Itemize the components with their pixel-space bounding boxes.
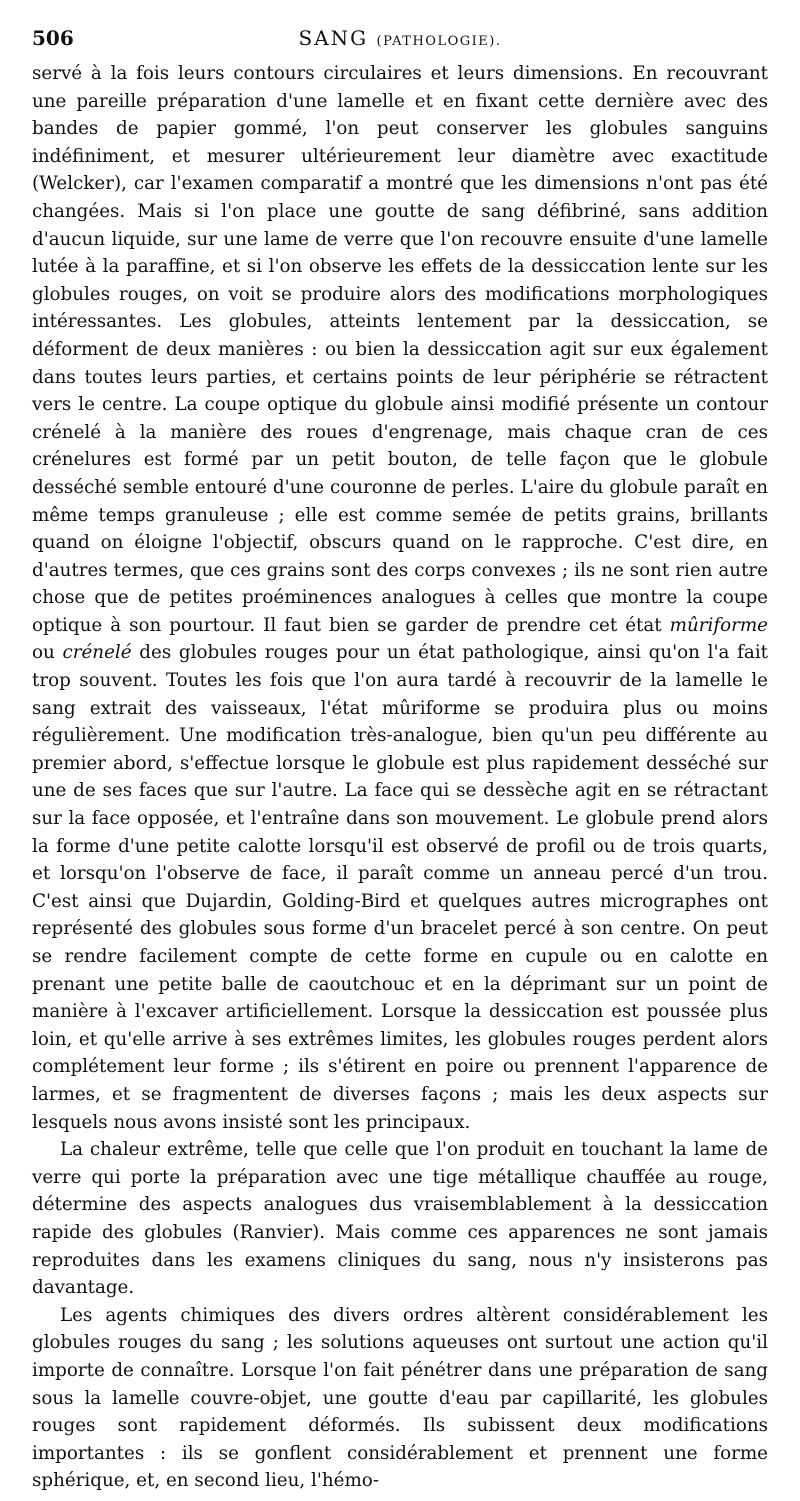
text-run: La chaleur extrême, telle que celle que l'on produit en touchant la lame de verre qui porte la préparation avec une tige métallique chauffée au rouge, détermine des aspects analogues dus vraisemblablement à la dessiccation rapide des globules (Ranvier). Mais comme ces apparences ne sont jamais reproduites dans les examens cliniques du sang, nous n'y insisterons pas davantage. xyxy=(32,1139,768,1299)
italic-term: mûriforme xyxy=(669,614,768,636)
running-head xyxy=(152,26,768,50)
paragraph xyxy=(32,60,768,1136)
text-run: Les agents chimiques des divers ordres altèrent considérablement les globules rouges du sang ; les solutions aqueuses ont surtout une action qu'il importe de connaître. Lorsque l'on fait pénétrer dans une préparation de sang sous la lamelle couvre-objet, une goutte d'eau par capillarité, les globules rouges sont rapidement déformés. Ils subissent deux modifications importantes : ils se gonflent considérablement et prennent une forme sphérique, et, en second lieu, l'hémo- xyxy=(32,1304,768,1492)
text-run: des globules rouges pour un état pathologique, ainsi qu'on l'a fait trop souvent. Toutes les fois que l'on aura tardé à recouvrir de la lamelle le sang extrait des vaisseaux, l'état mûriforme se produira plus ou moins régulièrement. Une modification très-analogue, bien qu'un peu différente au premier abord, s'effectue lorsque le globule est plus rapidement desséché sur une de ses faces que sur l'autre. La face qui se dessèche agit en se rétractant sur la face opposée, et l'entraîne dans son mouvement. Le globule prend alors la forme d'une petite calotte lorsqu'il est observé de profil ou de trois quarts, et lorsqu'on l'observe de face, il paraît comme un anneau percé d'un trou. C'est ainsi que Dujardin, Golding-Bird et quelques autres micrographes ont représenté des globules sous forme d'un bracelet percé à son centre. On peut se rendre facilement compte de cette forme en cupule ou en calotte en prenant une petite balle de caoutchouc et en la déprimant sur un point de manière à l'excaver artificiellement. Lorsque la dessiccation est poussée plus loin, et qu'elle arrive à ses extrêmes limites, les globules rouges perdent alors complétement leur forme ; ils s'étirent en poire ou prennent l'apparence de larmes, et se fragmentent de diverses façons ; mais les deux aspects sur lesquels nous avons insisté sont les principaux. xyxy=(32,642,769,1133)
paragraph xyxy=(32,1136,768,1302)
running-head-title: SANG xyxy=(298,26,369,50)
text-run: ou xyxy=(32,642,63,664)
page-number: 506 xyxy=(32,26,74,50)
paragraph xyxy=(32,1302,768,1495)
book-page xyxy=(32,26,768,1495)
italic-term: crénelé xyxy=(62,642,132,664)
body-text xyxy=(32,60,768,1495)
running-head-subtitle: (PATHOLOGIE). xyxy=(376,34,502,49)
page-header xyxy=(32,26,768,60)
text-run: servé à la fois leurs contours circulaires et leurs dimensions. En recouvrant une pareille préparation d'une lamelle et en fixant cette dernière avec des bandes de papier gommé, l'on peut conserver les globules sanguins indéfiniment, et mesurer ultérieurement leur diamètre avec exactitude (Welcker), car l'examen comparatif a montré que les dimensions n'ont pas été changées. Mais si l'on place une goutte de sang défibriné, sans addition d'aucun liquide, sur une lame de verre que l'on recouvre ensuite d'une lamelle lutée à la paraffine, et si l'on observe les effets de la dessiccation lente sur les globules rouges, on voit se produire alors des modifications morphologiques intéressantes. Les globules, atteints lentement par la dessiccation, se déforment de deux manières : ou bien la dessiccation agit sur eux également dans toutes leurs parties, et certains points de leur périphérie se rétractent vers le centre. La coupe optique du globule ainsi modifié présente un contour crénelé à la manière des roues d'engrenage, mais chaque cran de ces crénelures est formé par un petit bouton, de telle façon que le globule desséché semble entouré d'une couronne de perles. L'aire du globule paraît en même temps granuleuse ; elle est comme semée de petits grains, brillants quand on éloigne l'objectif, obscurs quand on le rapproche. C'est dire, en d'autres termes, que ces grains sont des corps convexes ; ils ne sont rien autre chose que de petites proéminences analogues à celles que montre la coupe optique à son pourtour. Il faut bien se garder de prendre cet état xyxy=(32,63,768,636)
